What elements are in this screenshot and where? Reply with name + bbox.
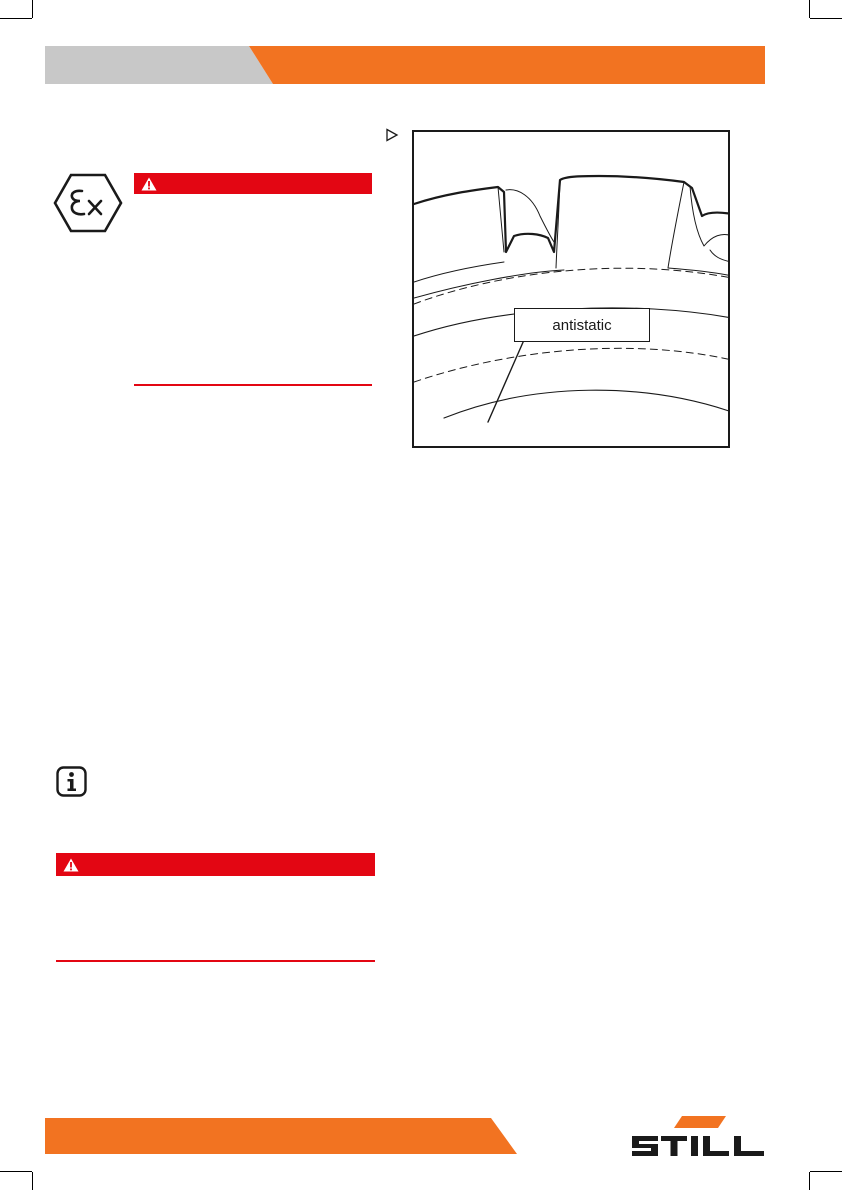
tyre-drawing <box>414 132 730 448</box>
warning-end-rule-bottom <box>56 960 375 962</box>
warning-end-rule <box>134 384 372 386</box>
information-icon <box>56 766 87 797</box>
logo-accent <box>674 1116 726 1128</box>
crop-mark <box>0 1171 32 1172</box>
warning-triangle-icon <box>141 177 157 191</box>
crop-mark <box>32 0 33 18</box>
crop-mark <box>0 18 32 19</box>
antistatic-label: antistatic <box>514 308 650 342</box>
crop-mark <box>809 0 810 18</box>
still-logo <box>630 1116 766 1158</box>
warning-header-bottom <box>56 853 375 876</box>
header-orange-segment <box>249 46 765 84</box>
crop-mark <box>809 1172 810 1190</box>
warning-triangle-icon <box>63 858 79 872</box>
tyre-illustration <box>412 130 730 448</box>
header-bar <box>45 46 765 84</box>
footer-bar <box>45 1118 517 1154</box>
crop-mark <box>810 1171 842 1172</box>
crop-mark <box>810 18 842 19</box>
crop-mark <box>32 1172 33 1190</box>
header-gray-segment <box>45 46 273 84</box>
arrow-right-icon <box>385 128 399 142</box>
warning-header <box>134 173 372 194</box>
explosion-protection-icon <box>53 173 123 233</box>
